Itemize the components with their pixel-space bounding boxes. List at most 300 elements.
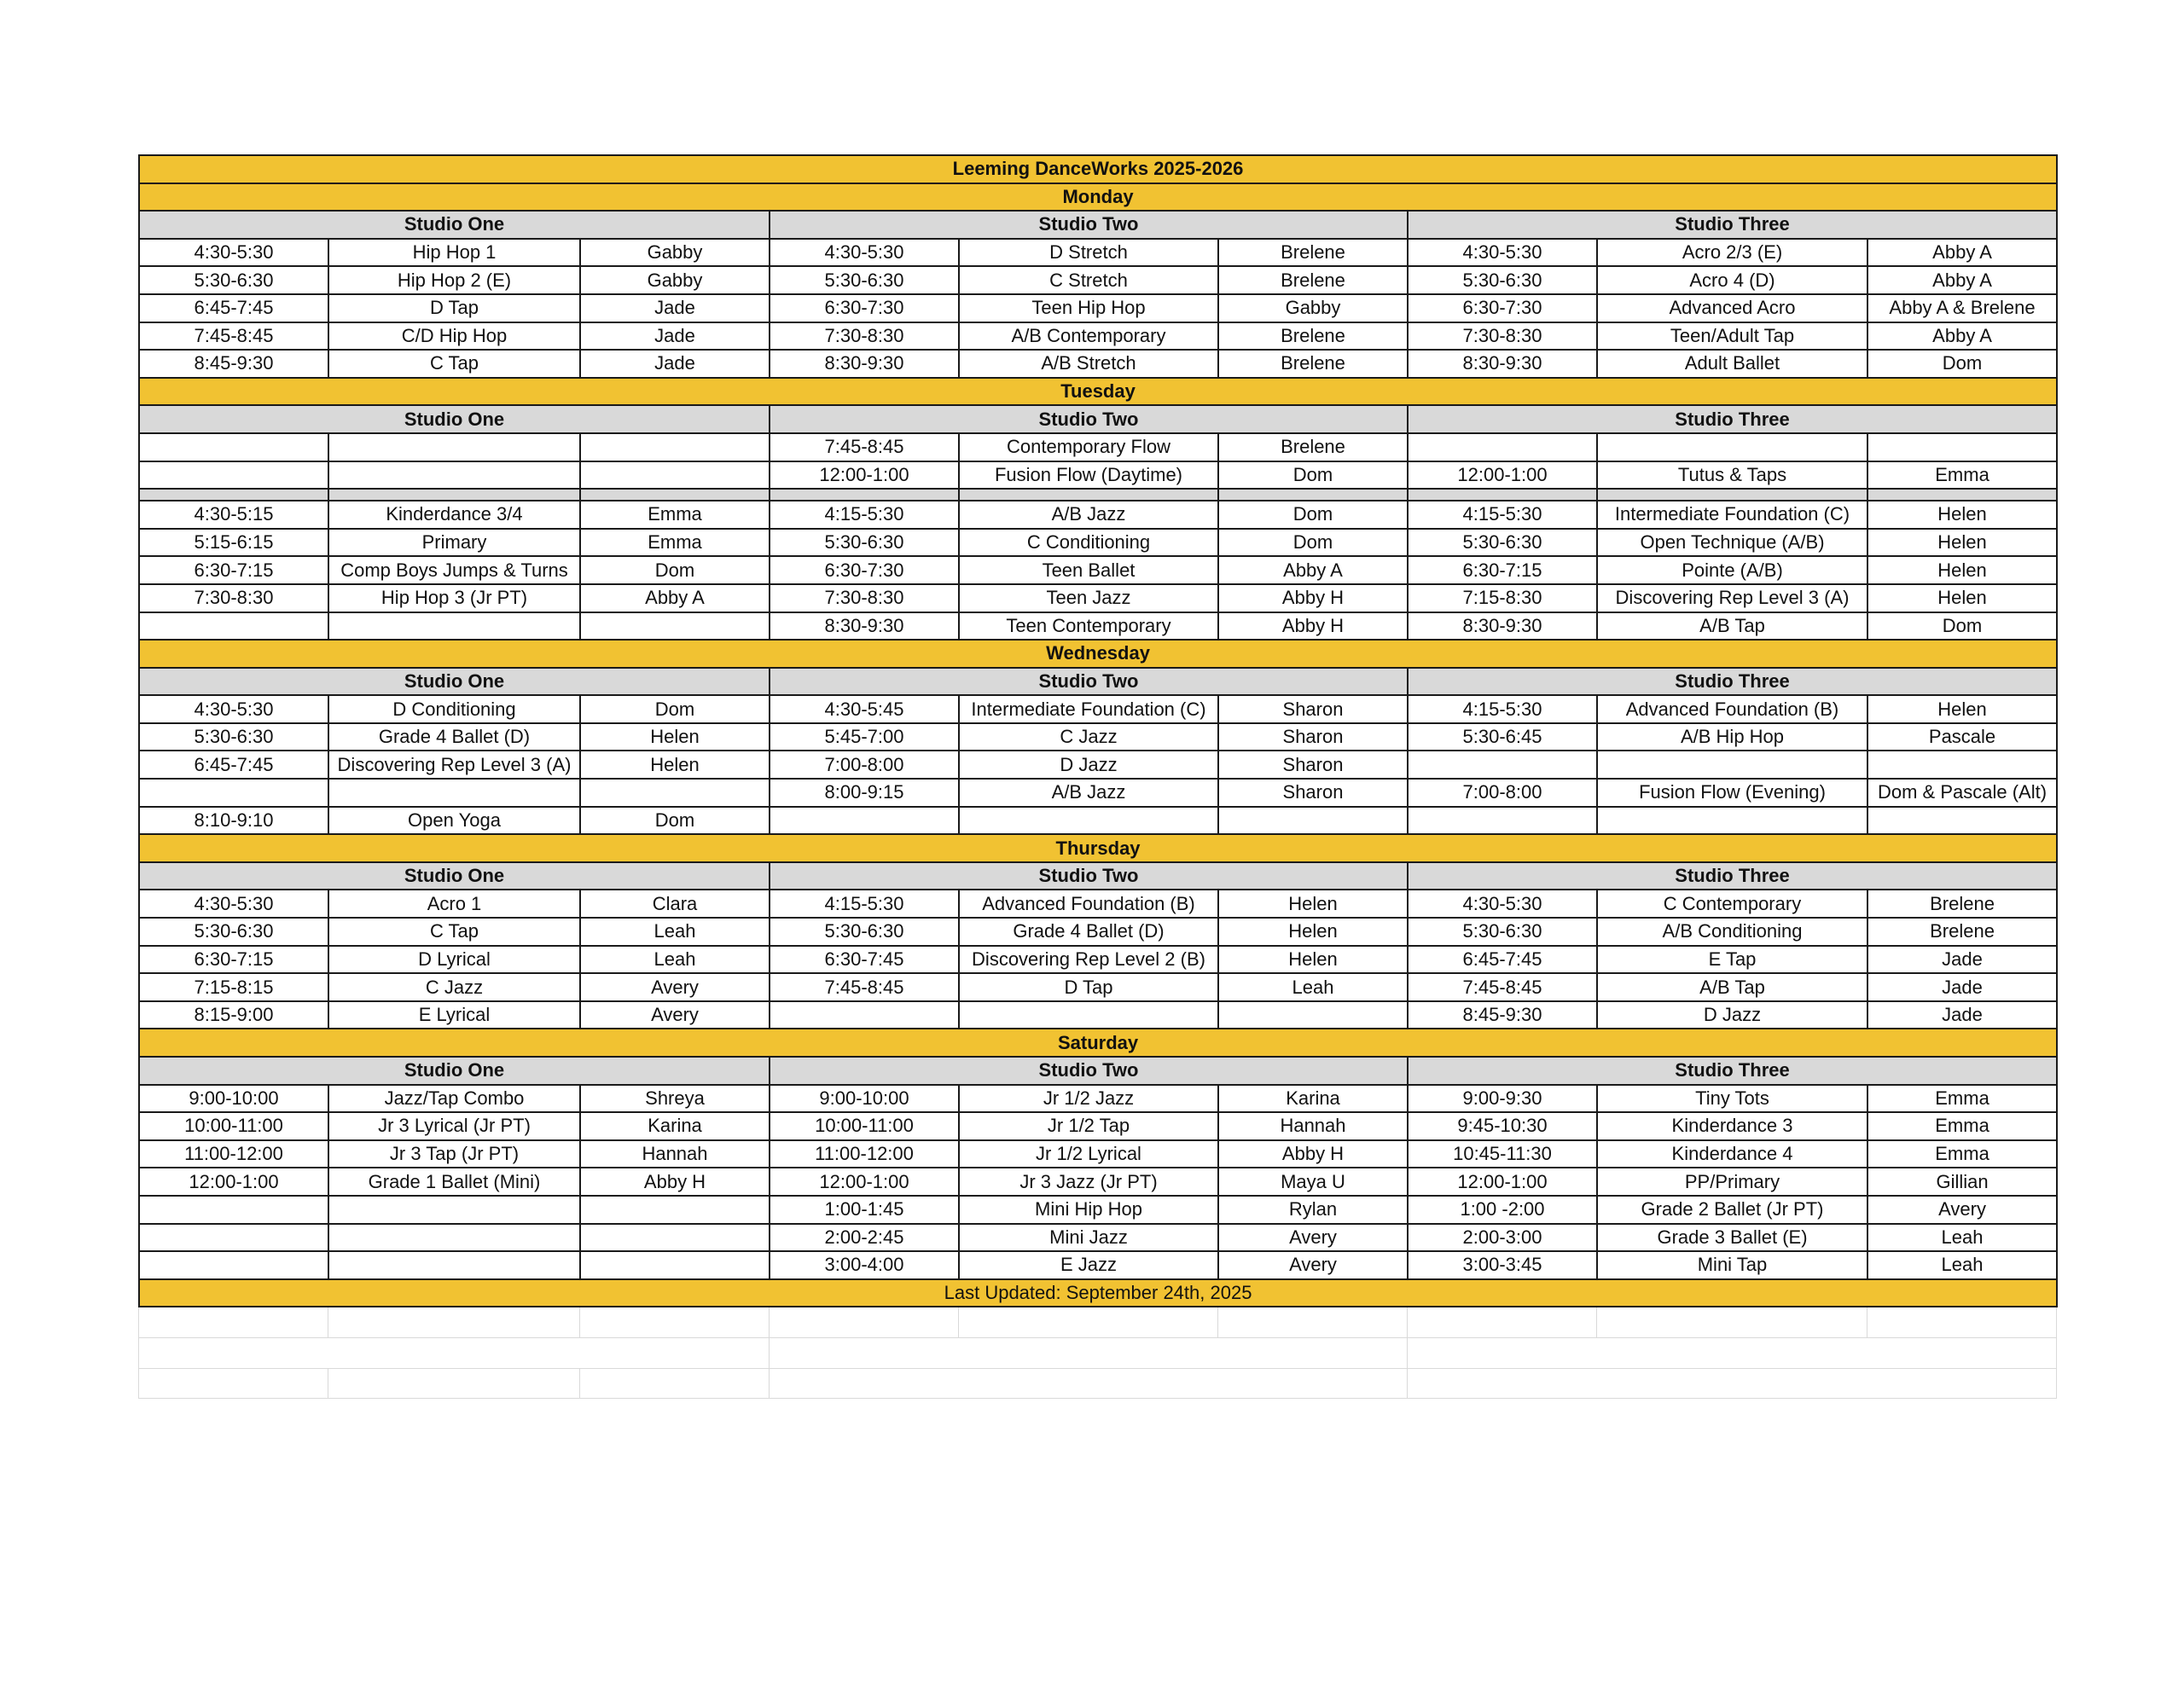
time-cell: 6:30-7:30 [1408, 294, 1597, 322]
instructor-cell: Dom [580, 556, 770, 584]
instructor-cell [580, 461, 770, 490]
schedule-row [139, 1224, 2057, 1252]
class-cell [328, 612, 580, 641]
class-cell: D Tap [959, 973, 1218, 1001]
class-cell: Teen Hip Hop [959, 294, 1218, 322]
time-cell: 5:15-6:15 [139, 529, 328, 557]
instructor-cell: Abby H [1218, 1140, 1408, 1168]
time-cell [1408, 807, 1597, 835]
instructor-cell: Helen [1867, 556, 2057, 584]
class-cell: Comp Boys Jumps & Turns [328, 556, 580, 584]
class-cell: Mini Jazz [959, 1224, 1218, 1252]
class-cell: Adult Ballet [1597, 350, 1867, 378]
time-cell: 9:00-9:30 [1408, 1085, 1597, 1113]
instructor-cell: Avery [1218, 1251, 1408, 1279]
class-cell: C Tap [328, 918, 580, 946]
day-header: Saturday [139, 1029, 2057, 1057]
time-cell: 12:00-1:00 [139, 1168, 328, 1196]
time-cell [139, 612, 328, 641]
empty-grid-row [139, 1338, 2057, 1369]
day-row [139, 640, 2057, 668]
studio-header: Studio Three [1408, 405, 2057, 433]
time-cell [139, 433, 328, 461]
class-cell [328, 433, 580, 461]
instructor-cell: Dom [1218, 461, 1408, 490]
time-cell: 4:30-5:30 [139, 239, 328, 267]
class-cell: C Tap [328, 350, 580, 378]
instructor-cell: Brelene [1218, 350, 1408, 378]
studio-header: Studio One [139, 405, 770, 433]
day-header: Monday [139, 183, 2057, 212]
schedule-row [139, 723, 2057, 751]
class-cell: A/B Hip Hop [1597, 723, 1867, 751]
time-cell: 6:30-7:30 [770, 556, 959, 584]
class-cell: Jr 1/2 Lyrical [959, 1140, 1218, 1168]
class-cell: Grade 2 Ballet (Jr PT) [1597, 1196, 1867, 1224]
time-cell: 1:00-1:45 [770, 1196, 959, 1224]
schedule-row [139, 556, 2057, 584]
class-cell [1597, 433, 1867, 461]
class-cell: Teen Ballet [959, 556, 1218, 584]
instructor-cell: Helen [580, 723, 770, 751]
class-cell: Jr 3 Lyrical (Jr PT) [328, 1112, 580, 1140]
schedule-row [139, 1140, 2057, 1168]
empty-grid-row [139, 1307, 2057, 1338]
instructor-cell: Helen [1218, 918, 1408, 946]
time-cell: 4:15-5:30 [770, 890, 959, 918]
time-cell: 6:30-7:15 [139, 556, 328, 584]
studio-header: Studio Two [770, 862, 1408, 890]
instructor-cell: Dom [1867, 350, 2057, 378]
instructor-cell [580, 433, 770, 461]
instructor-cell: Abby A & Brelene [1867, 294, 2057, 322]
time-cell: 7:45-8:45 [770, 433, 959, 461]
instructor-cell: Dom & Pascale (Alt) [1867, 779, 2057, 807]
time-cell: 5:30-6:30 [1408, 529, 1597, 557]
class-cell: Grade 4 Ballet (D) [328, 723, 580, 751]
time-cell: 7:15-8:30 [1408, 584, 1597, 612]
time-cell [139, 461, 328, 490]
class-cell: C/D Hip Hop [328, 322, 580, 351]
spacer-cell [328, 489, 580, 501]
time-cell: 7:45-8:45 [1408, 973, 1597, 1001]
time-cell: 5:30-6:30 [139, 918, 328, 946]
class-cell: PP/Primary [1597, 1168, 1867, 1196]
instructor-cell: Jade [580, 294, 770, 322]
time-cell: 7:45-8:45 [770, 973, 959, 1001]
instructor-cell: Helen [1867, 584, 2057, 612]
time-cell: 1:00 -2:00 [1408, 1196, 1597, 1224]
instructor-cell: Abby H [1218, 584, 1408, 612]
time-cell: 4:30-5:30 [1408, 239, 1597, 267]
schedule-row [139, 779, 2057, 807]
time-cell: 12:00-1:00 [770, 1168, 959, 1196]
schedule-row [139, 1001, 2057, 1029]
time-cell [139, 1196, 328, 1224]
instructor-cell [580, 1224, 770, 1252]
time-cell: 5:30-6:30 [139, 266, 328, 294]
class-cell: A/B Contemporary [959, 322, 1218, 351]
time-cell: 11:00-12:00 [139, 1140, 328, 1168]
class-cell: C Stretch [959, 266, 1218, 294]
time-cell: 5:30-6:30 [1408, 266, 1597, 294]
class-cell: C Contemporary [1597, 890, 1867, 918]
schedule-row [139, 239, 2057, 267]
instructor-cell: Abby H [580, 1168, 770, 1196]
instructor-cell [1867, 751, 2057, 779]
class-cell: Acro 4 (D) [1597, 266, 1867, 294]
class-cell: D Jazz [1597, 1001, 1867, 1029]
time-cell: 12:00-1:00 [770, 461, 959, 490]
class-cell: Grade 1 Ballet (Mini) [328, 1168, 580, 1196]
time-cell [1408, 751, 1597, 779]
class-cell: Jr 1/2 Tap [959, 1112, 1218, 1140]
class-cell: Teen Contemporary [959, 612, 1218, 641]
instructor-cell: Maya U [1218, 1168, 1408, 1196]
instructor-cell: Abby A [1867, 322, 2057, 351]
instructor-cell: Helen [1218, 890, 1408, 918]
class-cell: Advanced Acro [1597, 294, 1867, 322]
time-cell: 7:00-8:00 [1408, 779, 1597, 807]
time-cell: 5:30-6:30 [770, 266, 959, 294]
instructor-cell: Leah [580, 946, 770, 974]
class-cell: Discovering Rep Level 3 (A) [328, 751, 580, 779]
class-cell: Jazz/Tap Combo [328, 1085, 580, 1113]
schedule-row [139, 918, 2057, 946]
instructor-cell: Emma [1867, 461, 2057, 490]
time-cell: 7:30-8:30 [139, 584, 328, 612]
time-cell [139, 1251, 328, 1279]
day-header: Wednesday [139, 640, 2057, 668]
time-cell: 4:30-5:30 [1408, 890, 1597, 918]
time-cell: 8:10-9:10 [139, 807, 328, 835]
class-cell: Tiny Tots [1597, 1085, 1867, 1113]
time-cell: 5:30-6:30 [139, 723, 328, 751]
instructor-cell: Sharon [1218, 695, 1408, 723]
time-cell: 6:45-7:45 [139, 751, 328, 779]
instructor-cell [580, 1251, 770, 1279]
time-cell: 3:00-3:45 [1408, 1251, 1597, 1279]
class-cell: Intermediate Foundation (C) [959, 695, 1218, 723]
schedule-row [139, 584, 2057, 612]
class-cell: Jr 1/2 Jazz [959, 1085, 1218, 1113]
instructor-cell: Gabby [580, 266, 770, 294]
studio-header: Studio Three [1408, 668, 2057, 696]
instructor-cell: Brelene [1867, 918, 2057, 946]
time-cell: 6:30-7:30 [770, 294, 959, 322]
class-cell [1597, 807, 1867, 835]
class-cell: Jr 3 Jazz (Jr PT) [959, 1168, 1218, 1196]
time-cell [770, 1001, 959, 1029]
instructor-cell: Gabby [580, 239, 770, 267]
schedule-table [138, 154, 2058, 1307]
spacer-cell [139, 489, 328, 501]
class-cell: Grade 4 Ballet (D) [959, 918, 1218, 946]
instructor-cell: Jade [1867, 1001, 2057, 1029]
studio-header: Studio Three [1408, 862, 2057, 890]
class-cell: E Lyrical [328, 1001, 580, 1029]
time-cell [139, 1224, 328, 1252]
class-cell: Primary [328, 529, 580, 557]
class-cell: Fusion Flow (Evening) [1597, 779, 1867, 807]
class-cell: Tutus & Taps [1597, 461, 1867, 490]
class-cell: Contemporary Flow [959, 433, 1218, 461]
class-cell: A/B Tap [1597, 612, 1867, 641]
studio-header-row [139, 862, 2057, 890]
title-row [139, 155, 2057, 183]
spacer-cell [770, 489, 959, 501]
day-header: Thursday [139, 834, 2057, 862]
class-cell: Intermediate Foundation (C) [1597, 501, 1867, 529]
studio-header: Studio Two [770, 1057, 1408, 1085]
class-cell [328, 1196, 580, 1224]
instructor-cell: Gillian [1867, 1168, 2057, 1196]
class-cell: Kinderdance 3/4 [328, 501, 580, 529]
time-cell: 7:15-8:15 [139, 973, 328, 1001]
instructor-cell: Karina [1218, 1085, 1408, 1113]
instructor-cell: Jade [1867, 973, 2057, 1001]
class-cell: A/B Jazz [959, 779, 1218, 807]
empty-grid [138, 1307, 2057, 1399]
time-cell: 9:00-10:00 [139, 1085, 328, 1113]
time-cell [139, 779, 328, 807]
time-cell: 2:00-3:00 [1408, 1224, 1597, 1252]
time-cell: 5:30-6:30 [770, 918, 959, 946]
schedule-row [139, 946, 2057, 974]
schedule-row [139, 751, 2057, 779]
instructor-cell [580, 779, 770, 807]
time-cell: 6:30-7:15 [139, 946, 328, 974]
time-cell: 7:30-8:30 [1408, 322, 1597, 351]
class-cell [328, 779, 580, 807]
class-cell: A/B Tap [1597, 973, 1867, 1001]
day-row [139, 1029, 2057, 1057]
class-cell: C Jazz [959, 723, 1218, 751]
class-cell [959, 807, 1218, 835]
time-cell [770, 807, 959, 835]
time-cell: 10:45-11:30 [1408, 1140, 1597, 1168]
studio-header: Studio One [139, 1057, 770, 1085]
time-cell: 5:30-6:45 [1408, 723, 1597, 751]
class-cell: E Tap [1597, 946, 1867, 974]
instructor-cell: Emma [1867, 1112, 2057, 1140]
spacer-cell [1867, 489, 2057, 501]
spacer-cell [1218, 489, 1408, 501]
time-cell: 8:30-9:30 [1408, 350, 1597, 378]
instructor-cell: Helen [1867, 501, 2057, 529]
studio-header: Studio Three [1408, 211, 2057, 239]
class-cell: A/B Stretch [959, 350, 1218, 378]
class-cell: Acro 2/3 (E) [1597, 239, 1867, 267]
instructor-cell: Emma [580, 501, 770, 529]
instructor-cell: Hannah [1218, 1112, 1408, 1140]
class-cell: A/B Jazz [959, 501, 1218, 529]
time-cell: 4:30-5:30 [139, 695, 328, 723]
schedule-row [139, 294, 2057, 322]
schedule-row [139, 1112, 2057, 1140]
instructor-cell: Leah [1867, 1251, 2057, 1279]
schedule-row [139, 461, 2057, 490]
class-cell: Open Yoga [328, 807, 580, 835]
schedule-row [139, 1196, 2057, 1224]
day-row [139, 378, 2057, 406]
schedule-row [139, 695, 2057, 723]
time-cell: 8:45-9:30 [139, 350, 328, 378]
time-cell: 7:45-8:45 [139, 322, 328, 351]
time-cell: 6:45-7:45 [139, 294, 328, 322]
time-cell [1408, 433, 1597, 461]
time-cell: 5:30-6:30 [1408, 918, 1597, 946]
class-cell: Kinderdance 3 [1597, 1112, 1867, 1140]
instructor-cell: Dom [1218, 501, 1408, 529]
class-cell: D Lyrical [328, 946, 580, 974]
instructor-cell: Brelene [1867, 890, 2057, 918]
class-cell: Advanced Foundation (B) [1597, 695, 1867, 723]
instructor-cell: Dom [1218, 529, 1408, 557]
time-cell: 4:15-5:30 [1408, 695, 1597, 723]
class-cell: D Stretch [959, 239, 1218, 267]
time-cell: 2:00-2:45 [770, 1224, 959, 1252]
instructor-cell: Karina [580, 1112, 770, 1140]
spacer-cell [959, 489, 1218, 501]
instructor-cell: Helen [1218, 946, 1408, 974]
time-cell: 11:00-12:00 [770, 1140, 959, 1168]
class-cell: D Jazz [959, 751, 1218, 779]
time-cell: 4:30-5:30 [770, 239, 959, 267]
class-cell: Mini Tap [1597, 1251, 1867, 1279]
instructor-cell: Abby A [1218, 556, 1408, 584]
time-cell: 4:30-5:15 [139, 501, 328, 529]
class-cell: Pointe (A/B) [1597, 556, 1867, 584]
time-cell: 3:00-4:00 [770, 1251, 959, 1279]
instructor-cell: Sharon [1218, 779, 1408, 807]
schedule-sheet [138, 154, 2056, 1399]
instructor-cell: Sharon [1218, 723, 1408, 751]
instructor-cell: Clara [580, 890, 770, 918]
time-cell: 12:00-1:00 [1408, 1168, 1597, 1196]
day-row [139, 183, 2057, 212]
class-cell [959, 1001, 1218, 1029]
class-cell: Teen Jazz [959, 584, 1218, 612]
schedule-row [139, 890, 2057, 918]
instructor-cell: Hannah [580, 1140, 770, 1168]
studio-header-row [139, 405, 2057, 433]
instructor-cell: Sharon [1218, 751, 1408, 779]
schedule-row [139, 350, 2057, 378]
last-updated: Last Updated: September 24th, 2025 [139, 1279, 2057, 1307]
instructor-cell: Avery [580, 1001, 770, 1029]
instructor-cell: Dom [1867, 612, 2057, 641]
instructor-cell: Leah [1218, 973, 1408, 1001]
time-cell: 9:45-10:30 [1408, 1112, 1597, 1140]
instructor-cell: Abby A [580, 584, 770, 612]
schedule-row [139, 529, 2057, 557]
studio-header: Studio Two [770, 211, 1408, 239]
studio-header: Studio One [139, 211, 770, 239]
footer-row [139, 1279, 2057, 1307]
instructor-cell: Emma [1867, 1085, 2057, 1113]
instructor-cell: Dom [580, 695, 770, 723]
class-cell: E Jazz [959, 1251, 1218, 1279]
class-cell: Fusion Flow (Daytime) [959, 461, 1218, 490]
time-cell: 7:00-8:00 [770, 751, 959, 779]
time-cell: 4:30-5:30 [139, 890, 328, 918]
instructor-cell [1867, 807, 2057, 835]
day-row [139, 834, 2057, 862]
time-cell: 7:30-8:30 [770, 322, 959, 351]
class-cell: Discovering Rep Level 3 (A) [1597, 584, 1867, 612]
instructor-cell: Jade [580, 322, 770, 351]
instructor-cell: Brelene [1218, 266, 1408, 294]
time-cell: 8:30-9:30 [1408, 612, 1597, 641]
time-cell: 8:45-9:30 [1408, 1001, 1597, 1029]
class-cell: C Conditioning [959, 529, 1218, 557]
spacer-cell [1597, 489, 1867, 501]
studio-header: Studio Two [770, 668, 1408, 696]
class-cell: Hip Hop 3 (Jr PT) [328, 584, 580, 612]
class-cell: Advanced Foundation (B) [959, 890, 1218, 918]
studio-header: Studio One [139, 668, 770, 696]
class-cell: Discovering Rep Level 2 (B) [959, 946, 1218, 974]
studio-header-row [139, 1057, 2057, 1085]
class-cell: Mini Hip Hop [959, 1196, 1218, 1224]
class-cell: A/B Conditioning [1597, 918, 1867, 946]
class-cell [328, 461, 580, 490]
time-cell: 9:00-10:00 [770, 1085, 959, 1113]
class-cell: D Conditioning [328, 695, 580, 723]
instructor-cell [580, 612, 770, 641]
instructor-cell: Helen [580, 751, 770, 779]
class-cell: C Jazz [328, 973, 580, 1001]
studio-header-row [139, 668, 2057, 696]
instructor-cell: Leah [580, 918, 770, 946]
schedule-row [139, 1085, 2057, 1113]
time-cell: 12:00-1:00 [1408, 461, 1597, 490]
schedule-row [139, 1168, 2057, 1196]
instructor-cell: Brelene [1218, 239, 1408, 267]
instructor-cell: Emma [1867, 1140, 2057, 1168]
instructor-cell [1218, 1001, 1408, 1029]
time-cell: 4:15-5:30 [770, 501, 959, 529]
schedule-row [139, 1251, 2057, 1279]
class-cell [328, 1251, 580, 1279]
time-cell: 6:30-7:45 [770, 946, 959, 974]
day-header: Tuesday [139, 378, 2057, 406]
instructor-cell [1218, 807, 1408, 835]
spacer-row [139, 489, 2057, 501]
instructor-cell: Shreya [580, 1085, 770, 1113]
class-cell: Acro 1 [328, 890, 580, 918]
time-cell: 8:30-9:30 [770, 350, 959, 378]
time-cell: 5:45-7:00 [770, 723, 959, 751]
time-cell: 5:30-6:30 [770, 529, 959, 557]
instructor-cell: Emma [580, 529, 770, 557]
instructor-cell: Helen [1867, 695, 2057, 723]
schedule-title: Leeming DanceWorks 2025-2026 [139, 155, 2057, 183]
instructor-cell: Pascale [1867, 723, 2057, 751]
studio-header: Studio One [139, 862, 770, 890]
instructor-cell: Jade [580, 350, 770, 378]
studio-header-row [139, 211, 2057, 239]
studio-header: Studio Two [770, 405, 1408, 433]
instructor-cell: Brelene [1218, 322, 1408, 351]
schedule-row [139, 266, 2057, 294]
instructor-cell: Abby H [1218, 612, 1408, 641]
spacer-cell [1408, 489, 1597, 501]
time-cell: 8:30-9:30 [770, 612, 959, 641]
class-cell: Kinderdance 4 [1597, 1140, 1867, 1168]
time-cell: 8:00-9:15 [770, 779, 959, 807]
